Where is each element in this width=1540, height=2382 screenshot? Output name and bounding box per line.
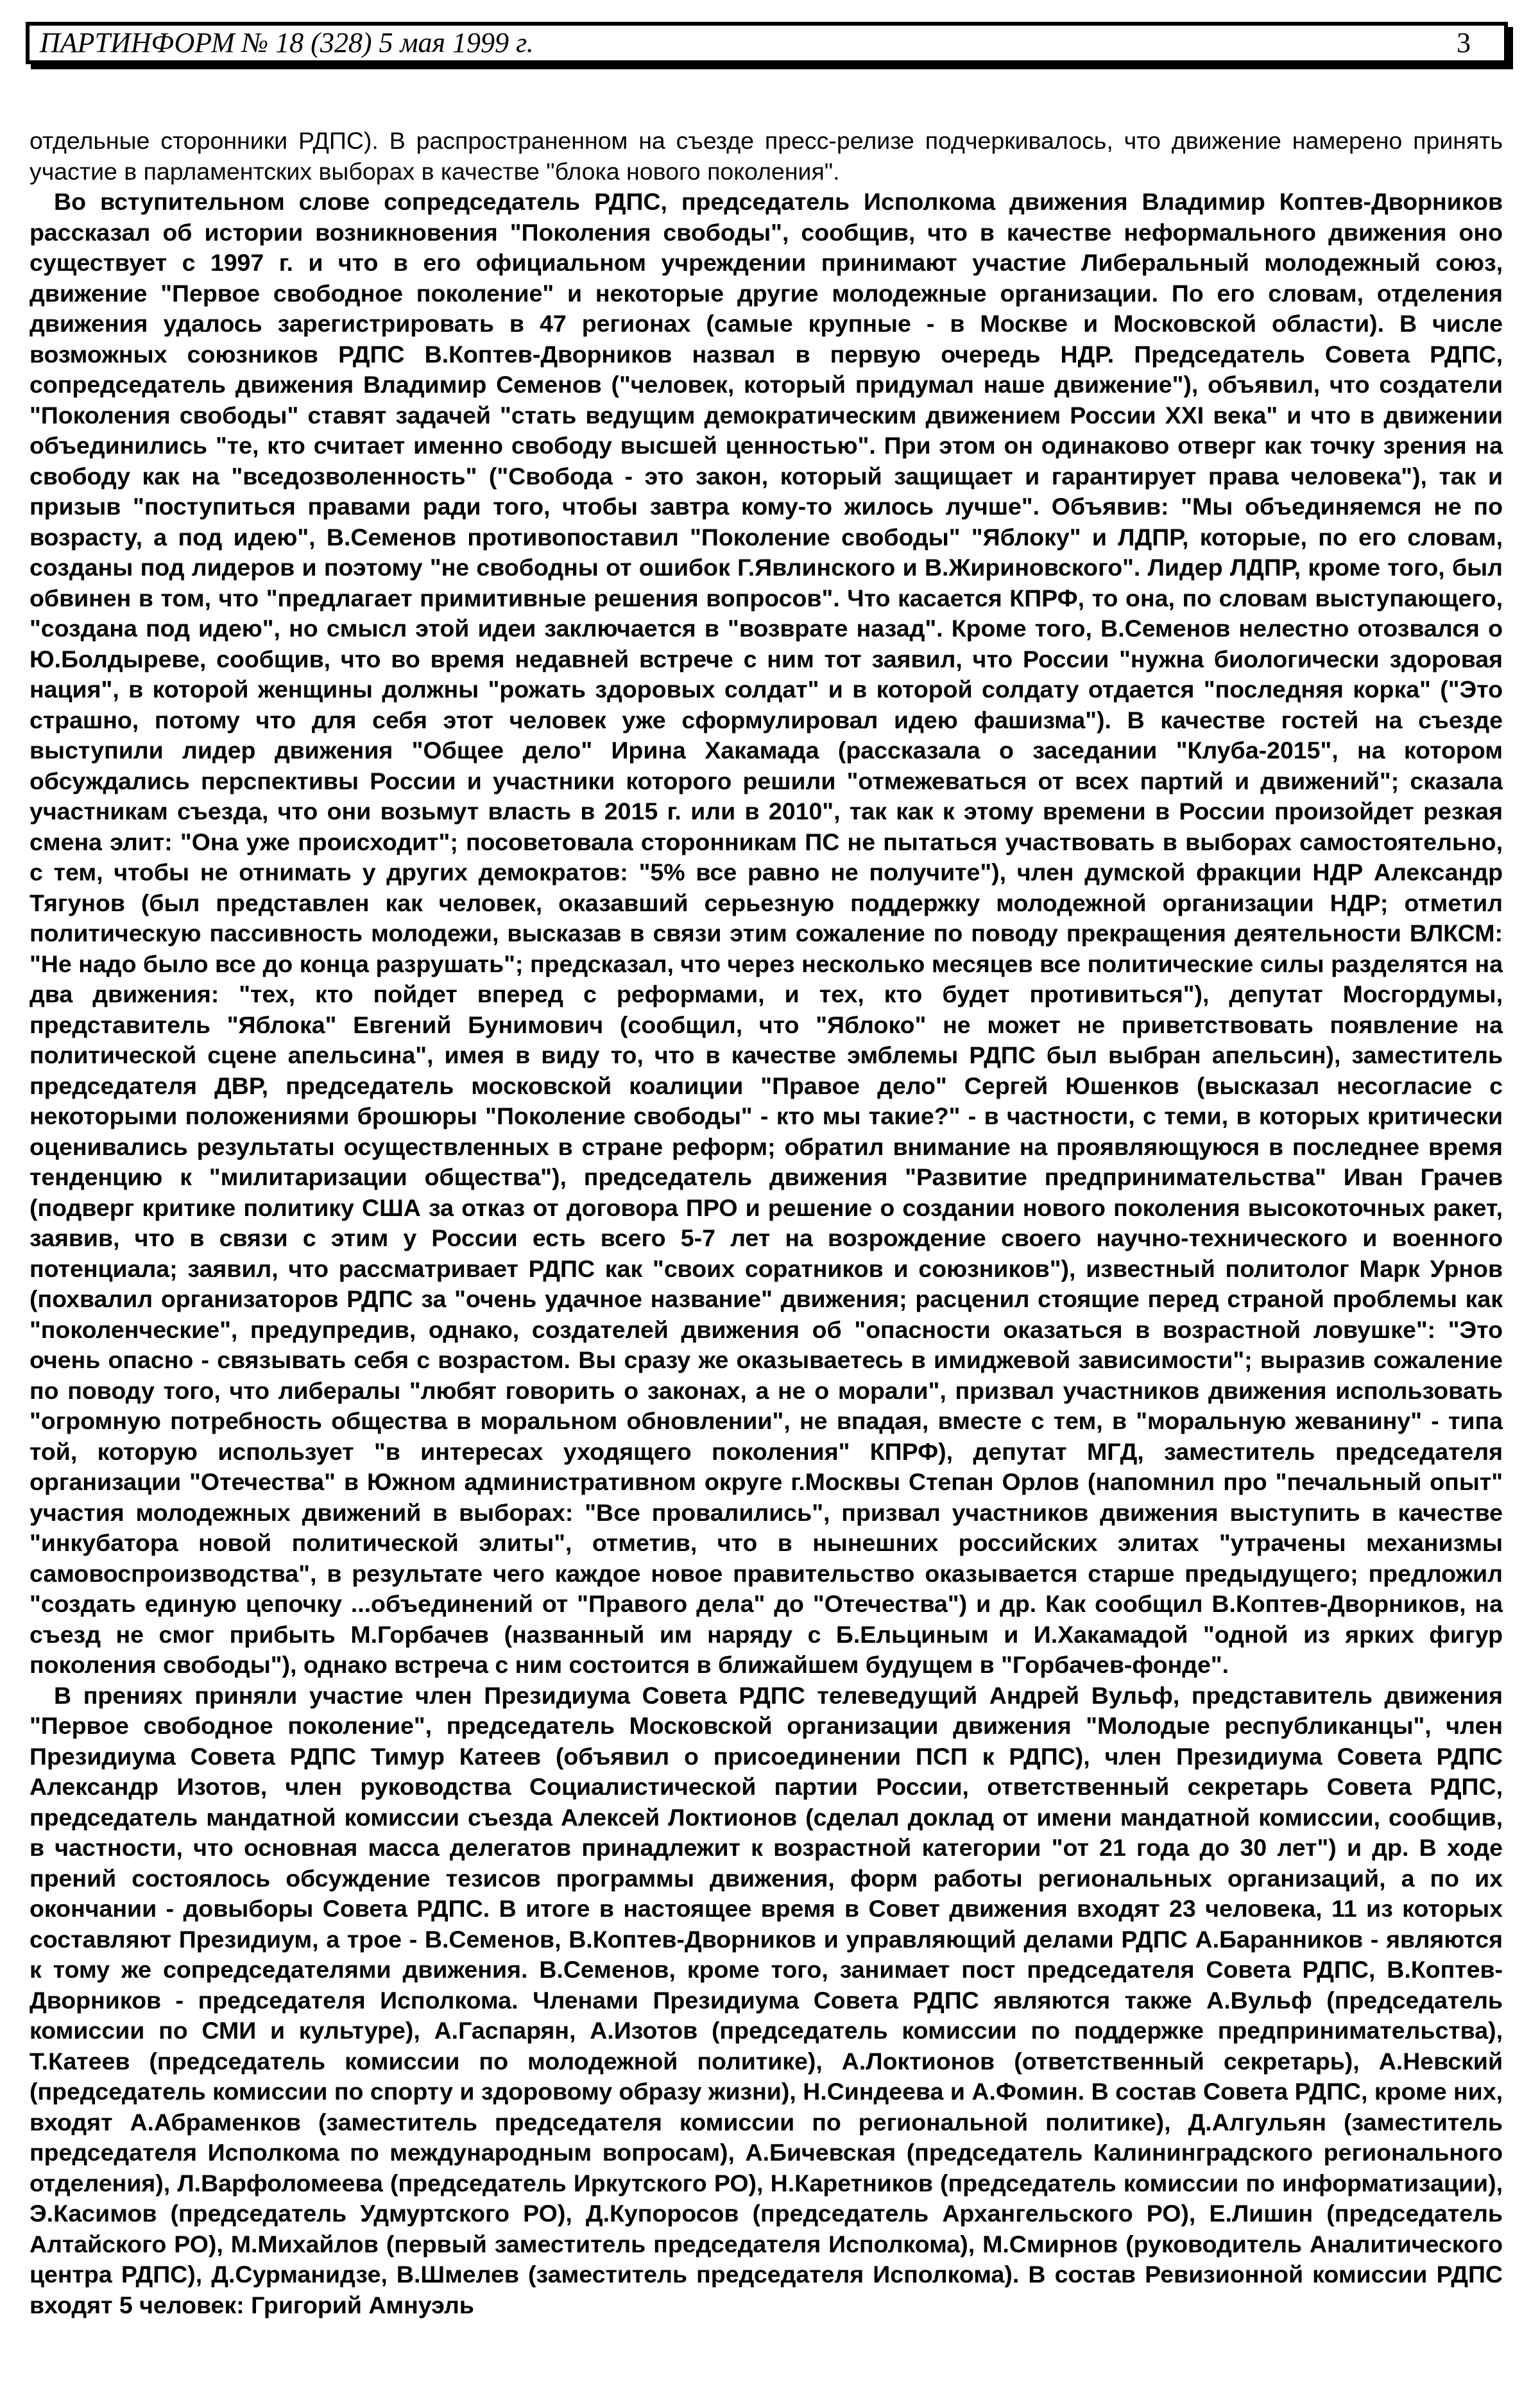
paragraph-debates-council: В прениях приняли участие член Президиума Совета РДПС телеведущий Андрей Вульф, представитель движения "Первое свободное поколение", председатель Московской организации движения "Молодые республиканцы", член Президиума Совета РДПС Тимур Катеев (объявил о присоединении ПСП к РДПС), член Президиума Совета РДПС Александр Изотов, член руководства Социалистической партии России, ответственный секретарь Совета РДПС, председатель мандатной комиссии съезда Алексей Локтионов (сделал доклад от имени мандатной комиссии, сообщив, в частности, что основная масса делегатов принадлежит к возрастной категории "от 21 года до 30 лет") и др. В ходе прений состоялось обсуждение тезисов программы движения, форм работы региональных организаций, а по их окончании - довыборы Совета РДПС. В итоге в настоящее время в Совет движения входят 23 человека, 11 из которых составляют Президиум, а трое - В.Семенов, В.Коптев-Дворников и управляющий делами РДПС А.Баранников - являются к тому же сопредседателями движения. В.Семенов, кроме того, занимает пост председателя Совета РДПС, В.Коптев-Дворников - председателя Исполкома. Членами Президиума Совета РДПС являются также А.Вульф (председатель комиссии по СМИ и культуре), А.Гаспарян, А.Изотов (председатель комиссии по поддержке предпринимательства), Т.Катеев (председатель комиссии по молодежной политике), А.Локтионов (ответственный секретарь), А.Невский (председатель комиссии по спорту и здоровому образу жизни), Н.Синдеева и А.Фомин. В состав Совета РДПС, кроме них, входят А.Абраменков (заместитель председателя комиссии по региональной политике), Д.Алгульян (заместитель председателя Исполкома по международным вопросам), А.Бичевская (председатель Калининградского регионального отделения), Л.Варфоломеева (председатель Иркутского РО), Н.Каретников (председатель комиссии по информатизации), Э.Касимов (председатель Удмуртского РО), Д.Купоросов (председатель Архангельского РО), Е.Лишин (председатель Алтайского РО), М.Михайлов (первый заместитель председателя Исполкома), М.Смирнов (руководитель Аналитического центра РДПС), Д.Сурманидзе, В.Шмелев (заместитель председателя Исполкома). В состав Ревизионной комиссии РДПС входят 5 человек: Григорий Амнуэль xyxy=(30,1681,1503,2318)
publication-title: ПАРТИНФОРМ № 18 (328) 5 мая 1999 г. xyxy=(40,27,534,58)
page-header xyxy=(26,22,1508,64)
paragraph-continuation: отдельные сторонники РДПС). В распространенном на съезде пресс-релизе подчеркивалось, что движение намерено принять участие в парламентских выборах в качестве "блока нового поколения". xyxy=(30,127,1503,185)
article-body xyxy=(30,126,1503,2320)
paragraph-congress-speeches: Во вступительном слове сопредседатель РДПС, председатель Исполкома движения Владимир Коптев-Дворников рассказал об истории возникновения "Поколения свободы", сообщив, что в качестве неформального движения оно существует с 1997 г. и что в его официальном учреждении принимают участие Либеральный молодежный союз, движение "Первое свободное поколение" и некоторые другие молодежные организации. По его словам, отделения движения удалось зарегистрировать в 47 регионах (самые крупные - в Москве и Московской области). В числе возможных союзников РДПС В.Коптев-Дворников назвал в первую очередь НДР. Председатель Совета РДПС, сопредседатель движения Владимир Семенов ("человек, который придумал наше движение"), объявил, что создатели "Поколения свободы" ставят задачей "стать ведущим демократическим движением России XXI века" и что в движении объединились "те, кто считает именно свободу высшей ценностью". При этом он одинаково отверг как точку зрения на свободу как на "вседозволенность" ("Свобода - это закон, который защищает и гарантирует права человека"), так и призыв "поступиться правами ради того, чтобы завтра кому-то жилось лучше". Объявив: "Мы объединяемся не по возрасту, а под идею", В.Семенов противопоставил "Поколение свободы" "Яблоку" и ЛДПР, которые, по его словам, созданы под лидеров и поэтому "не свободны от ошибок Г.Явлинского и В.Жириновского". Лидер ЛДПР, кроме того, был обвинен в том, что "предлагает примитивные решения вопросов". Что касается КПРФ, то она, по словам выступающего, "создана под идею", но смысл этой идеи заключается в "возврате назад". Кроме того, В.Семенов нелестно отозвался о Ю.Болдыреве, сообщив, что во время недавней встрече с ним тот заявил, что России "нужна биологически здоровая нация", в которой женщины должны "рожать здоровых солдат" и в которой солдату отдается "последняя корка" ("Это страшно, потому что для себя этот человек уже сформулировал идею фашизма"). В качестве гостей на съезде выступили лидер движения "Общее дело" Ирина Хакамада (рассказала о заседании "Клуба-2015", на котором обсуждались перспективы России и участники которого решили "отмежеваться от всех партий и движений"; сказала участникам съезда, что они возьмут власть в 2015 г. или в 2010", так как к этому времени в России произойдет резкая смена элит: "Она уже происходит"; посоветовала сторонникам ПС не пытаться участвовать в выборах самостоятельно, с тем, чтобы не отнимать у других демократов: "5% все равно не получите"), член думской фракции НДР Александр Тягунов (был представлен как человек, оказавший серьезную поддержку молодежной организации НДР; отметил политическую пассивность молодежи, высказав в связи этим сожаление по поводу прекращения деятельности ВЛКСМ: "Не надо было все до конца разрушать"; предсказал, что через несколько месяцев все политические силы разделятся на два движения: "тех, кто пойдет вперед с реформами, и тех, кто будет противиться"), депутат Мосгордумы, представитель "Яблока" Евгений Бунимович (сообщил, что "Яблоко" не может не приветствовать появление на политической сцене апельсина", имея в виду то, что в качестве эмблемы РДПС был выбран апельсин), заместитель председателя ДВР, председатель московской коалиции "Правое дело" Сергей Юшенков (высказал несогласие с некоторыми положениями брошюры "Поколение свободы" - кто мы такие?" - в частности, с теми, в которых критически оценивались результаты осуществленных в стране реформ; обратил внимание на проявляющуюся в последнее время тенденцию к "милитаризации общества"), председатель движения "Развитие предпринимательства" Иван Грачев (подверг критике политику США за отказ от договора ПРО и решение о создании нового поколения высокоточных ракет, заявив, что в связи с этим у России есть всего 5-7 лет на возрождение своего научно-технического и военного потенциала; заявил, что рассматривает РДПС как "своих соратников и союзников"), известный политолог Марк Урнов (похвалил организаторов РДПС за "очень удачное название" движения; расценил стоящие перед страной проблемы как "поколенческие", предупредив, однако, создателей движения об "опасности оказаться в возрастной ловушке": "Это очень опасно - связывать себя с возрастом. Вы сразу же оказываетесь в имиджевой зависимости"; выразив сожаление по поводу того, что либералы "любят говорить о законах, а не о морали", призвал участников движения использовать "огромную потребность общества в моральном обновлении", не впадая, вместе с тем, в "моральную жеванину" - типа той, которую использует "в интересах уходящего поколения" КПРФ), депутат МГД, заместитель председателя организации "Отечества" в Южном административном округе г.Москвы Степан Орлов (напомнил про "печальный опыт" участия молодежных движений в выборах: "Все провалились", призвал участников движения выступить в качестве "инкубатора новой политической элиты", отметив, что в нынешних российских элитах "утрачены механизмы самовоспроизводства", в результате чего каждое новое правительство оказывается старше предыдущего; предложил "создать единую цепочку ...объединений от "Правого дела" до "Отечества") и др. Как сообщил В.Коптев-Дворников, на съезд не смог прибыть М.Горбачев (названный им наряду с Б.Ельциным и И.Хакамадой "одной из ярких фигур поколения свободы"), однако встреча с ним состоится в ближайшем будущем в "Горбачев-фонде". xyxy=(30,188,1503,1678)
page-number: 3 xyxy=(1457,27,1471,58)
